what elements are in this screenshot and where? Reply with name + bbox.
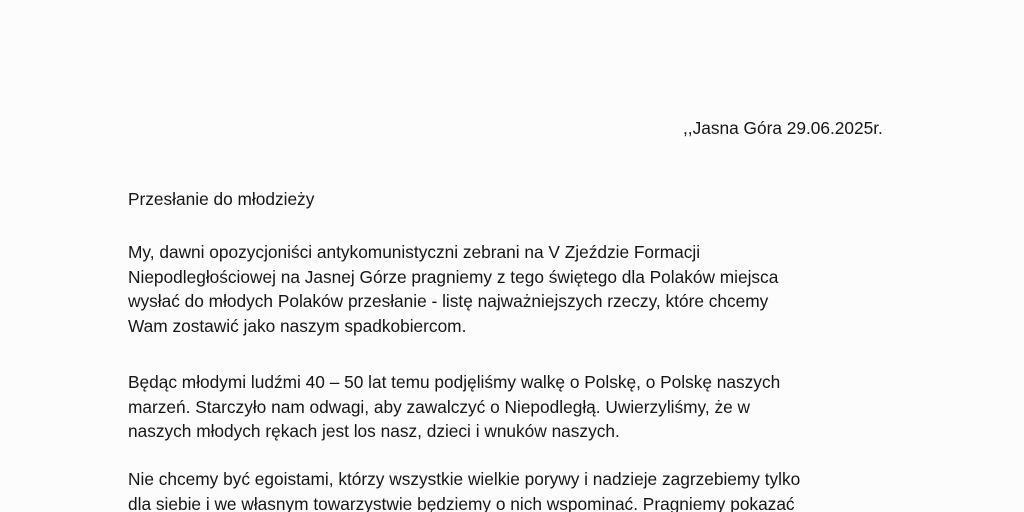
paragraph-line: naszych młodych rękach jest los nasz, dzieci i wnuków naszych. [128,421,620,441]
letter-heading: Przesłanie do młodzieży [128,189,315,209]
paragraph-line: wysłać do młodych Polaków przesłanie - listę najważniejszych rzeczy, które chcemy [128,291,769,311]
paragraph-line: dla siebie i we własnym towarzystwie będziemy o nich wspominać. Pragniemy pokazać [128,493,795,512]
paragraph-1 [128,240,898,338]
paragraph-line: Nie chcemy być egoistami, którzy wszystkie wielkie porywy i nadzieje zagrzebiemy tylko [128,469,801,489]
paragraph-3 [128,467,898,512]
date-line: ,,Jasna Góra 29.06.2025r. [683,118,883,138]
paragraph-line: My, dawni opozycjoniści antykomunistyczni zebrani na V Zjeździe Formacji [128,242,701,262]
paragraph-line: marzeń. Starczyło nam odwagi, aby zawalczyć o Niepodległą. Uwierzyliśmy, że w [128,396,751,417]
paragraph-line: Niepodległościowej na Jasnej Górze pragniemy z tego świętego dla Polaków miejsca [128,266,779,287]
paragraph-line: Będąc młodymi ludźmi 40 – 50 lat temu podjęliśmy walkę o Polskę, o Polskę naszych [128,372,781,392]
paragraph-line: Wam zostawić jako naszym spadkobiercom. [128,315,467,336]
paragraph-2 [128,370,898,444]
